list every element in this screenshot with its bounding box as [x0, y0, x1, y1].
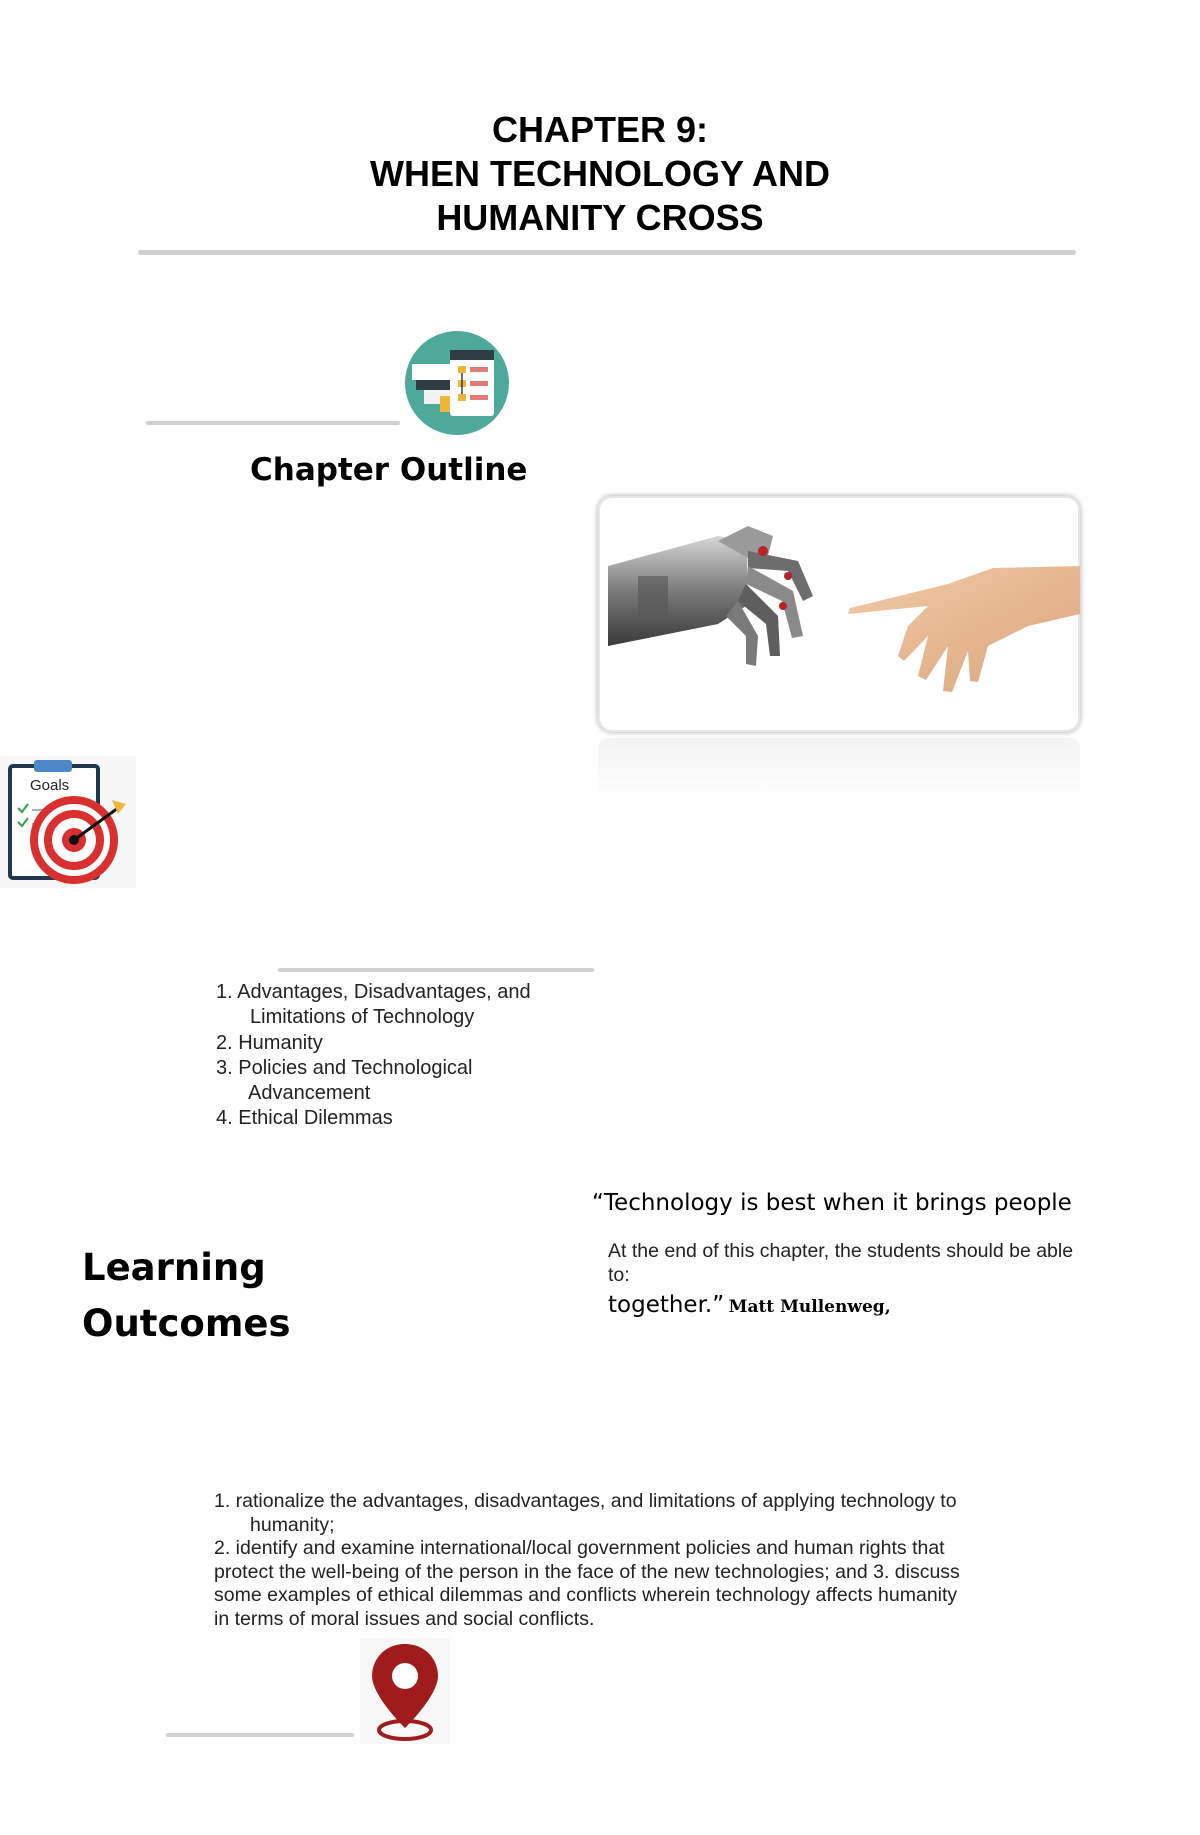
quote-line1: “Technology is best when it brings people	[592, 1190, 1072, 1216]
image-reflection	[598, 738, 1080, 800]
goals-label: Goals	[30, 777, 70, 794]
outline-divider	[146, 421, 400, 425]
list-item-continuation: Limitations of Technology	[250, 1006, 475, 1028]
location-pin-icon	[360, 1638, 450, 1744]
robot-human-hands-image	[598, 496, 1080, 732]
learning-intro-line1: At the end of this chapter, the students should be able	[608, 1240, 1074, 1262]
list-divider	[278, 968, 594, 972]
quote-line2	[608, 1292, 891, 1318]
pin-divider	[166, 1733, 354, 1737]
list-item: 2. Humanity	[216, 1032, 323, 1054]
outline-heading: Chapter Outline	[250, 452, 528, 488]
outcome-line: in terms of moral issues and social conflicts.	[214, 1607, 595, 1630]
outcome-line: protect the well-being of the person in the face of the new technologies; and 3. discuss	[214, 1560, 960, 1583]
list-item: 4. Ethical Dilemmas	[216, 1107, 393, 1129]
outcome-line: some examples of ethical dilemmas and conflicts wherein technology affects humanity	[214, 1584, 958, 1606]
list-item-continuation: Advancement	[248, 1082, 371, 1104]
outcome-line: humanity;	[250, 1513, 335, 1536]
list-item: 1. Advantages, Disadvantages, and	[216, 981, 531, 1003]
chapter-title	[0, 108, 1200, 240]
outcome-line: 2. identify and examine international/local government policies and human rights that	[214, 1537, 945, 1559]
learning-heading-line1: Learning	[82, 1246, 266, 1289]
chapter-title-line2: WHEN TECHNOLOGY AND	[369, 153, 830, 194]
chapter-title-line1: CHAPTER 9:	[491, 109, 709, 150]
outline-list	[216, 980, 531, 1131]
learning-intro	[608, 1240, 1148, 1287]
outcome-line: 1. rationalize the advantages, disadvantages, and limitations of applying technology to	[214, 1490, 957, 1512]
quote-author: Matt Mullenweg,	[728, 1297, 891, 1317]
chapter-title-line3: HUMANITY CROSS	[436, 197, 764, 238]
goals-target-icon	[0, 756, 136, 888]
quote-together: together.”	[608, 1292, 725, 1318]
learning-outcomes-list	[214, 1490, 960, 1631]
learning-outcomes-heading	[82, 1240, 291, 1352]
outline-diagram-icon	[402, 328, 512, 438]
learning-intro-line2: to:	[608, 1263, 630, 1286]
list-item: 3. Policies and Technological	[216, 1057, 473, 1079]
learning-heading-line2: Outcomes	[82, 1302, 291, 1345]
title-divider	[138, 250, 1076, 255]
